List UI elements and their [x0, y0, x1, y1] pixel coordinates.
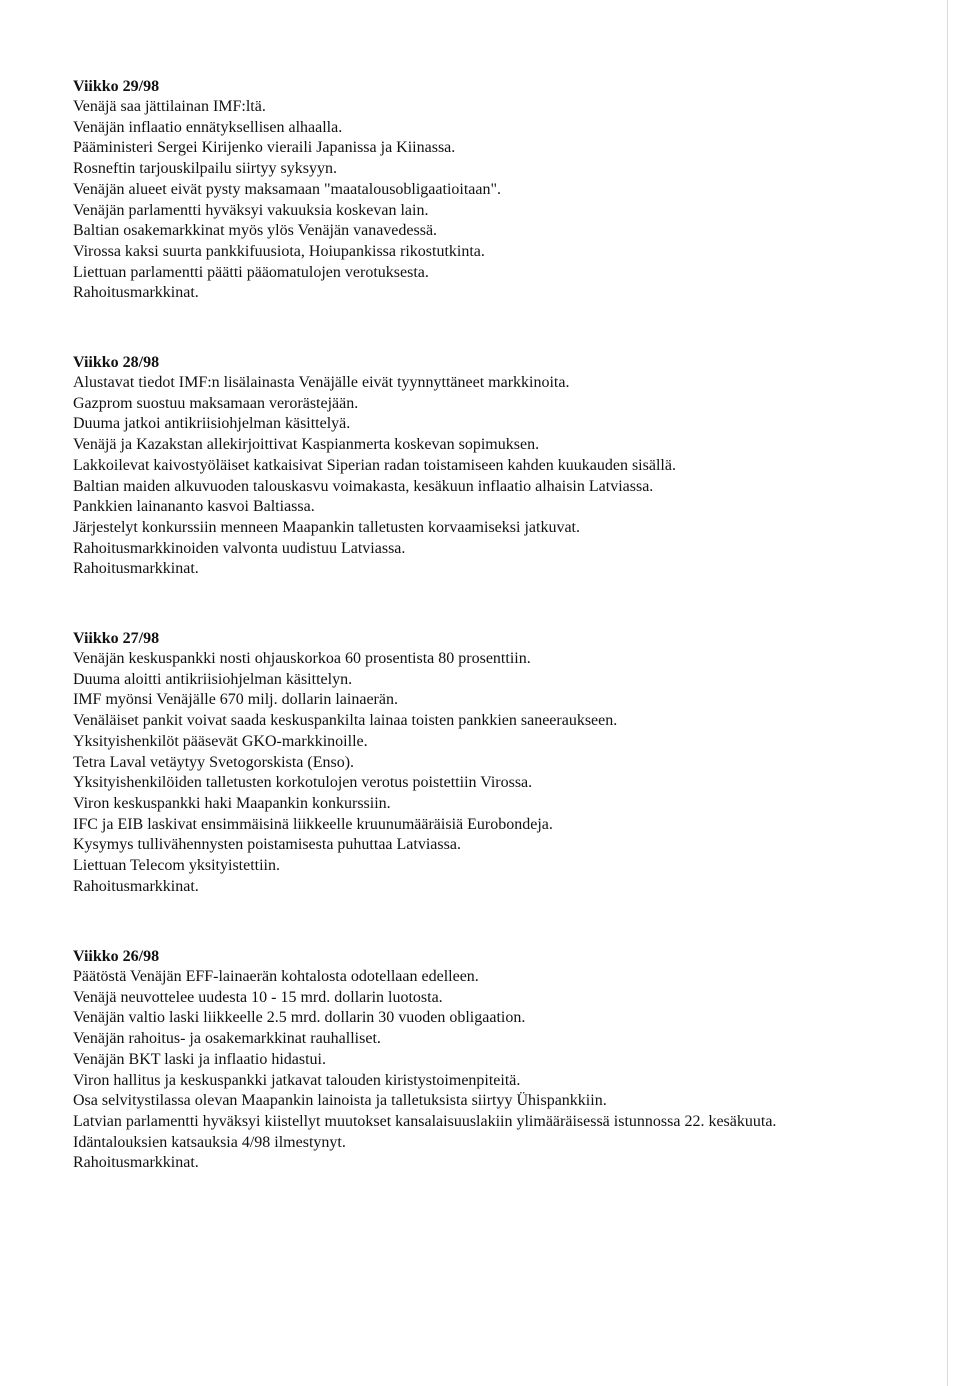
headline-item: Venäjän keskuspankki nosti ohjauskorkoa 60 prosentista 80 prosenttiin.	[73, 650, 531, 667]
headline-item: Rahoitusmarkkinat.	[73, 877, 199, 895]
headline-item: Kysymys tullivähennysten poistamisesta puhuttaa Latviassa.	[73, 836, 461, 854]
scan-edge-line	[947, 0, 948, 1386]
headline-item: Venäjän BKT laski ja inflaatio hidastui.	[73, 1050, 326, 1068]
headline-item: Liettuan parlamentti päätti pääomatulojen verotuksesta.	[73, 263, 429, 281]
headline-item: Idäntalouksien katsauksia 4/98 ilmestynyt.	[73, 1133, 346, 1151]
headline-item: Duuma jatkoi antikriisiohjelman käsittelyä.	[73, 415, 351, 433]
week-section-29-98	[73, 76, 843, 304]
headline-item: Venäjä saa jättilainan IMF:ltä.	[73, 98, 266, 115]
headline-item: Järjestelyt konkurssiin menneen Maapankin talletusten korvaamiseksi jatkuvat.	[73, 518, 580, 536]
headline-item: Venäjä neuvottelee uudesta 10 - 15 mrd. dollarin luotosta.	[73, 988, 443, 1006]
headline-item: Viron hallitus ja keskuspankki jatkavat talouden kiristystoimenpiteitä.	[73, 1071, 521, 1089]
headline-item: Alustavat tiedot IMF:n lisälainasta Venäjälle eivät tyynnyttäneet markkinoita.	[73, 374, 570, 391]
headline-item: Venäjän inflaatio ennätyksellisen alhaalla.	[73, 118, 343, 136]
headline-item: Venäjän rahoitus- ja osakemarkkinat rauhalliset.	[73, 1030, 381, 1048]
headline-item: Venäjän parlamentti hyväksyi vakuuksia koskevan lain.	[73, 201, 429, 219]
headline-item: IMF myönsi Venäjälle 670 milj. dollarin lainaerän.	[73, 691, 398, 709]
headline-item: Päätöstä Venäjän EFF-lainaerän kohtalosta odotellaan edelleen.	[73, 968, 479, 985]
week-heading: Viikko 29/98	[73, 78, 160, 95]
headline-item: Rosneftin tarjouskilpailu siirtyy syksyyn.	[73, 160, 337, 178]
headline-item: Yksityishenkilöiden talletusten korkotulojen verotus poistettiin Virossa.	[73, 774, 533, 792]
headline-item: Rahoitusmarkkinat.	[73, 284, 199, 302]
week-heading: Viikko 26/98	[73, 948, 160, 965]
headline-list	[73, 97, 843, 304]
headline-list	[73, 373, 843, 580]
headline-item: Rahoitusmarkkinat.	[73, 560, 199, 578]
week-heading: Viikko 27/98	[73, 630, 160, 647]
week-section-26-98	[73, 946, 843, 1174]
headline-item: Tetra Laval vetäytyy Svetogorskista (Enso).	[73, 753, 355, 771]
week-heading: Viikko 28/98	[73, 354, 160, 371]
headline-item: Pääministeri Sergei Kirijenko vieraili Japanissa ja Kiinassa.	[73, 139, 456, 157]
headline-item: Rahoitusmarkkinoiden valvonta uudistuu Latviassa.	[73, 539, 406, 557]
headline-item: Virossa kaksi suurta pankkifuusiota, Hoiupankissa rikostutkinta.	[73, 242, 485, 260]
headline-item: IFC ja EIB laskivat ensimmäisinä liikkeelle kruunumääräisiä Eurobondeja.	[73, 815, 553, 833]
headline-list	[73, 967, 843, 1174]
week-section-28-98	[73, 352, 843, 580]
headline-item: Latvian parlamentti hyväksyi kiistellyt muutokset kansalaisuuslakiin ylimääräisessä istunnossa 22. kesäkuuta.	[73, 1112, 777, 1130]
headline-item: Venäjä ja Kazakstan allekirjoittivat Kaspianmerta koskevan sopimuksen.	[73, 436, 540, 454]
headline-item: Yksityishenkilöt pääsevät GKO-markkinoille.	[73, 732, 368, 750]
headline-item: Lakkoilevat kaivostyöläiset katkaisivat Siperian radan toistamiseen kahden kuukauden sisällä.	[73, 456, 676, 474]
headline-item: Baltian maiden alkuvuoden talouskasvu voimakasta, kesäkuun inflaatio alhaisin Latviassa.	[73, 477, 654, 495]
headline-item: Venäläiset pankit voivat saada keskuspankilta lainaa toisten pankkien saneeraukseen.	[73, 712, 618, 730]
headline-item: Osa selvitystilassa olevan Maapankin lainoista ja talletuksista siirtyy Ühispankkiin.	[73, 1092, 607, 1110]
headline-item: Liettuan Telecom yksityistettiin.	[73, 857, 280, 875]
headline-item: Gazprom suostuu maksamaan verorästejään.	[73, 394, 359, 412]
headline-item: Venäjän valtio laski liikkeelle 2.5 mrd. dollarin 30 vuoden obligaation.	[73, 1009, 526, 1027]
headline-item: Pankkien lainananto kasvoi Baltiassa.	[73, 498, 315, 516]
week-section-27-98	[73, 628, 843, 897]
headline-item: Baltian osakemarkkinat myös ylös Venäjän vanavedessä.	[73, 222, 438, 240]
headline-list	[73, 649, 843, 897]
headline-item: Venäjän alueet eivät pysty maksamaan "maatalousobligaatioitaan".	[73, 180, 502, 198]
headline-item: Rahoitusmarkkinat.	[73, 1154, 199, 1172]
headline-item: Viron keskuspankki haki Maapankin konkurssiin.	[73, 794, 391, 812]
headline-item: Duuma aloitti antikriisiohjelman käsittelyn.	[73, 670, 353, 688]
